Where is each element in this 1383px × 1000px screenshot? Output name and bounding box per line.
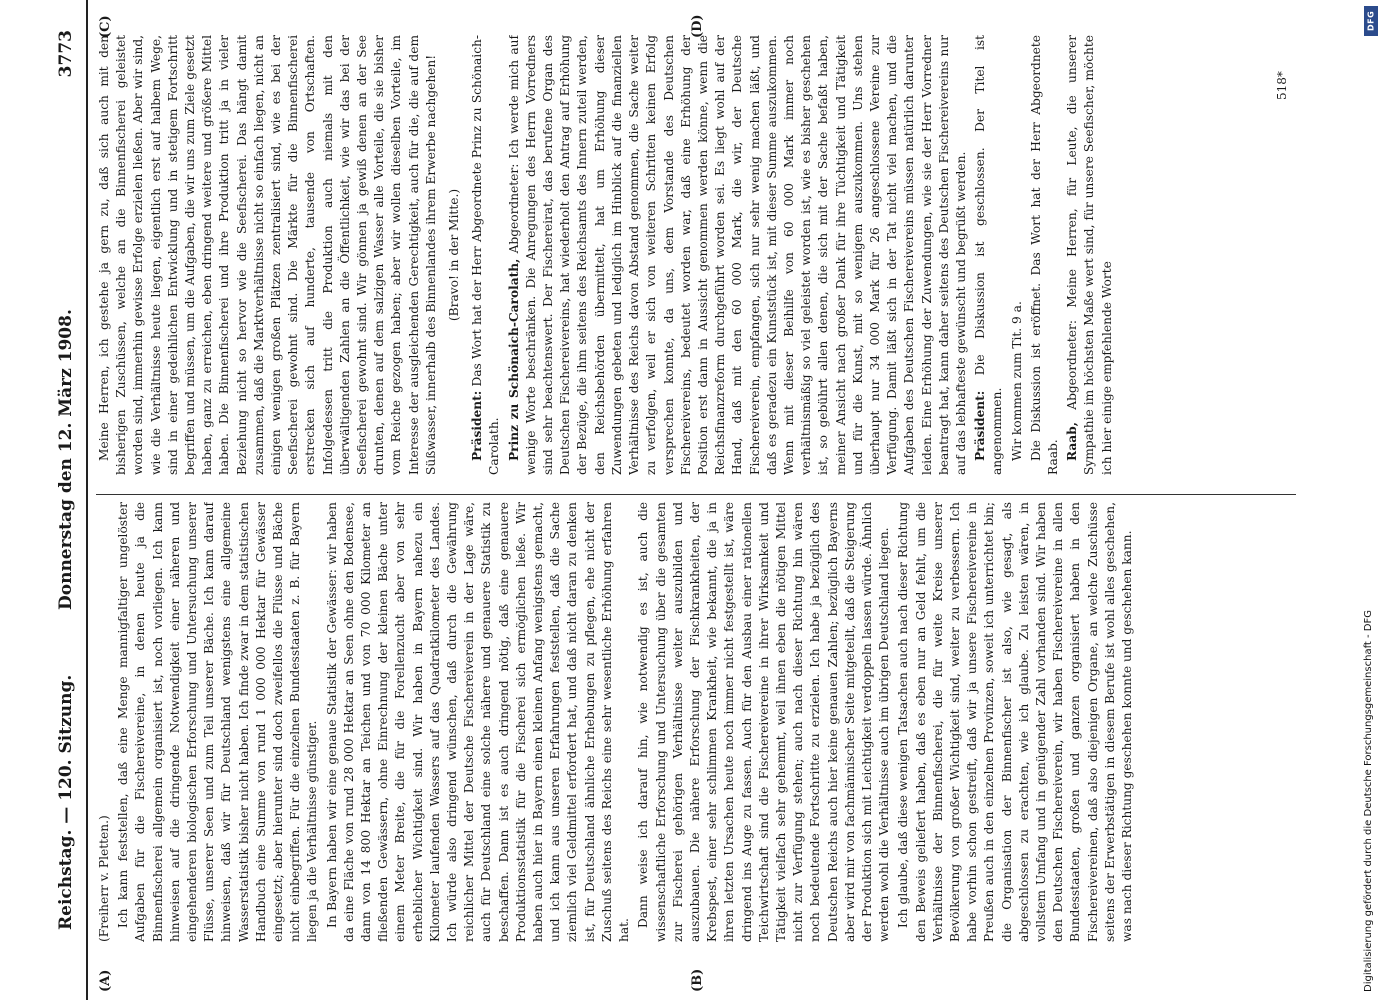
digitization-note	[1362, 0, 1382, 1000]
statement-text: Ich werde mich auf wenige Worte beschränken. Die Anregungen des Herrn Vorredners sind sehr beachtenswert. Der Fischereirat, das berufene Organ des Deutschen Fischereivereins, hat wiederholt den Antrag auf Erhöhung der Bezüge, die ihm seitens des Reichsamts des Innern zuteil werden, den Reichsbehörden übermittelt, hat um Erhöhung dieser Zuwendungen gebeten und lediglich im Hinblick auf die finanziellen Verhältnisse des Reichs davon Abstand genommen, die Sache weiter zu verfolgen, weil er sich von weiteren Schritten keinen Erfolg versprechen konnte, da uns, dem Vorstande des Deutschen Fischereivereins, bedeutet worden war, daß eine Erhöhung der Position erst dann in Aussicht genommen werden könne, wenn die Reichsfinanzreform durchgeführt worden sei. Es liegt wohl auf der Hand, daß mit den 60 000 Mark, die wir, der Deutsche Fischereiverein, empfangen, sich nur sehr wenig machen läßt, und daß es geradezu ein Kunststück ist, mit dieser Summe auszukommen. Wenn mit dieser Beihilfe von 60 000 Mark immer noch verhältnismäßig so viel geleistet worden ist, wie es bisher geschehen ist, so gebührt allen denen, die sich mit der Sache befaßt haben, meiner Ansicht nach großer Dank für ihre Tüchtigkeit und Tätigkeit und für die Kunst, mit so wenigem auszukommen. Uns stehen überhaupt nur 34 000 Mark für 26 angeschlossene Vereine zur Verfügung. Damit läßt sich in der Tat nicht viel machen, und die Aufgaben des Deutschen Fischereivereins müssen natürlich darunter leiden. Eine Erhöhung der Zuwendungen, wie sie der Herr Vorredner beantragt hat, kann daher seitens des Deutschen Fischereivereins nur auf das lebhafteste gewünscht und begrüßt werden.	[506, 35, 968, 475]
applause-note: (Bravo! in der Mitte.)	[447, 188, 462, 322]
margin-mark-a: (A)	[98, 969, 113, 992]
speech-prinz	[506, 35, 970, 475]
right-column	[96, 35, 1296, 475]
margin-mark-b: (B)	[690, 968, 705, 992]
paragraph: Wir kommen zum Tit. 9 a.	[1009, 301, 1024, 461]
margin-mark-c: (C)	[98, 15, 113, 38]
statement-text: Die Diskussion ist geschlossen. Der Titel ist angenommen.	[973, 35, 1005, 475]
page-number: 3773	[56, 30, 76, 78]
signature-mark: 518*	[1275, 71, 1289, 100]
paragraph: Dann weise ich darauf hin, wie notwendig es ist, auch die wissenschaftliche Erforschung und Untersuchung über die gesamten zur Fischerei gehörigen Verhältnisse weiter auszubilden und auszubauen. Die nähere Erforschung der Fischkrankheiten, der Krebspest, einer sehr schlimmen Krankheit, wie bekannt, die ja in ihren letzten Ursachen heute noch immer nicht festgestellt ist, wäre dringend ins Auge zu fassen. Auch für den Ausbau einer rationellen Teichwirtschaft sind die Fischereivereine in ihrer Wirksamkeit und Tätigkeit vielfach sehr gehemmt, weil ihnen eben die nötigen Mittel nicht zur Verfügung stehen; auch nach dieser Richtung hin wären noch bedeutende Fortschritte zu erzielen. Ich habe ja bezüglich des Deutschen Reichs auch hier keine genauen Zahlen; bezüglich Bayerns aber wird mir von fachmännischer Seite mitgeteilt, daß die Steigerung der Produktion sich mit Leichtigkeit verdoppeln lassen würde. Ähnlich werden wohl die Verhältnisse auch im übrigen Deutschland liegen.	[636, 502, 892, 942]
column-divider	[96, 494, 1296, 495]
speaker-label: Präsident:	[973, 390, 988, 461]
speech-raab	[1064, 35, 1116, 475]
dfg-logo-icon: DFG	[1364, 6, 1378, 36]
statement-text: Das Wort hat der Herr Abgeordnete Prinz zu Schönaich-Carolath.	[470, 35, 502, 475]
paragraph: Ich glaube, daß diese wenigen Tatsachen auch nach dieser Richtung den Beweis geliefert haben, daß es eben nur an Geld fehlt, um die Verhältnisse der Binnenfischerei, die für weite Kreise unserer Bevölkerung von großer Wichtigkeit sind, weiter zu verbessern. Ich habe vorhin schon gestreift, daß wir ja unsere Fischereivereine in Preußen auch in den einzelnen Provinzen, soweit ich unterrichtet bin; die Organisation der Binnenfischer ist also, wie gesagt, als abgeschlossen zu erachten, wie ich glaube. Zu leisten wären, in vollstem Umfang und in genügender Zahl vorhanden sind. Wir haben den Deutschen Fischereiverein, wir haben Fischereivereine in allen Bundesstaaten, großen und ganzen organisiert haben in den Fischereivereinen, daß also diejenigen Organe, an welche Zuschüsse seitens der Erwerbstätigen in diesem Berufe ist wohl alles geschehen, was nach dieser Richtung geschehen konnte und geschehen kann.	[896, 502, 1134, 942]
speaker-label: Präsident:	[470, 390, 485, 461]
speaker-continuation: (Freiherr v. Pletten.)	[97, 815, 111, 942]
digitization-credit: Digitalisierung gefördert durch die Deutsche Forschungsgemeinschaft - DFG	[1363, 609, 1374, 992]
header-date: Donnerstag den 12. März 1908.	[56, 309, 76, 610]
speaker-role: Abgeordneter:	[506, 163, 521, 254]
left-column	[96, 502, 1296, 942]
margin-mark-d: (D)	[690, 14, 705, 38]
president-statement	[469, 35, 503, 475]
running-head	[50, 0, 88, 1000]
header-session: Reichstag. — 120. Sitzung.	[56, 674, 76, 930]
speaker-label: Prinz zu Schönaich-Carolath,	[506, 258, 521, 461]
statement-text: Meine Herren, für Leute, die unserer Sympathie im höchsten Maße wert sind, für unsere Seefischer, möchte ich hier einige empfehlende Worte	[1065, 35, 1114, 475]
paragraph: Meine Herren, ich gestehe ja gern zu, daß sich auch mit den bisherigen Zuschüssen, welche an die Binnenfischerei geleistet worden sind, immerhin gewisse Erfolge erzielen ließen. Aber wir sind, wie die Verhältnisse heute liegen, eigentlich erst auf halbem Wege, sind in einer gedeihlichen Entwicklung und in stetigem Fortschritt begriffen und müssen, um die Aufgaben, die wir uns zum Ziele gesetzt haben, ganz zu erreichen, eben dringend weitere und größere Mittel haben. Die Binnenfischerei und ihre Produktion tritt ja in vieler Beziehung nicht so hervor wie die Seefischerei. Das hängt damit zusammen, daß die Marktverhältnisse nicht so einfach liegen, nicht an einigen wenigen großen Plätzen zentralisiert sind, wie es bei der Seefischerei gewohnt sind. Die Märkte für die Binnenfischerei erstrecken sich auf hunderte, tausende von Ortschaften. Infolgedessen tritt die Produktion auch niemals mit den überwältigenden Zahlen an die Öffentlichkeit, wie wir das bei der Seefischerei gewohnt sind. Wir gönnen ja gewiß denen an der See drunten, denen auf dem salzigen Wasser alle Vorteile, die sie bisher vom Reiche gezogen haben; aber wir wollen dieselben Vorteile, im Interesse der ausgleichenden Gerechtigkeit, auch für die, die auf dem Süßwasser, innerhalb des Binnenlandes ihrem Erwerbe nachgehen!	[97, 35, 438, 475]
president-statement	[972, 35, 1006, 475]
paragraph: Ich kann feststellen, daß eine Menge mannigfaltiger ungelöster Aufgaben für die Fischereivereine, in denen heute ja die Binnenfischerei allgemein organisiert ist, noch vorliegen. Ich kann hinweisen auf die dringende Notwendigkeit einer näheren und eingehenderen biologischen Erforschung und Untersuchung unserer Flüsse, unserer Seen und zum Teil unserer Bäche. Ich kann darauf hinweisen, daß wir für Deutschland wenigstens eine allgemeine Wasserstatistik bisher nicht haben. Ich finde zwar in dem statistischen Handbuch eine Summe von rund 1 000 000 Hektar für Gewässer eingesetzt; aber hierunter sind doch zweifellos die Flüsse und Bäche nicht einbegriffen. Für die einzelnen Bundesstaaten z. B. für Bayern liegen ja die Verhältnisse günstiger.	[116, 502, 320, 942]
paragraph: In Bayern haben wir eine genaue Statistik der Gewässer: wir haben da eine Fläche von rund 28 000 Hektar an Seen ohne den Bodensee, dann von 14 800 Hektar an Teichen und von 70 000 Kilometer an fließenden Gewässern, ohne Einrechnung der kleinen Bäche unter einem Meter Breite, die für die Forellenzucht aber von sehr erheblicher Wichtigkeit sind. Wir haben in Bayern nahezu ein Kilometer laufenden Wassers auf das Quadratkilometer des Landes. Ich würde also dringend wünschen, daß durch die Gewährung reichlicher Mittel der Deutsche Fischereiverein in der Lage wäre, auch für Deutschland eine solche nähere und genauere Statistik zu beschaffen. Dann ist es auch dringend nötig, daß eine genauere Produktionsstatistik für die Fischerei sich ermöglichen ließe. Wir haben auch hier in Bayern einen kleinen Anfang wenigstens gemacht, und ich kann aus unseren Erfahrungen feststellen, daß die Sache ziemlich viel Geldmittel erfordert hat, und daß nicht daran zu denken ist, für Deutschland ähnliche Erhebungen zu pflegen, ehe nicht der Zuschuß seitens des Reichs eine sehr wesentliche Erhöhung erfahren hat.	[324, 502, 632, 942]
rotated-document-sheet	[50, 0, 1310, 1000]
paragraph: Die Diskussion ist eröffnet. Das Wort hat der Herr Abgeordnete Raab.	[1028, 35, 1060, 475]
speaker-role: Abgeordneter:	[1065, 320, 1080, 410]
speaker-label: Raab,	[1065, 422, 1080, 461]
